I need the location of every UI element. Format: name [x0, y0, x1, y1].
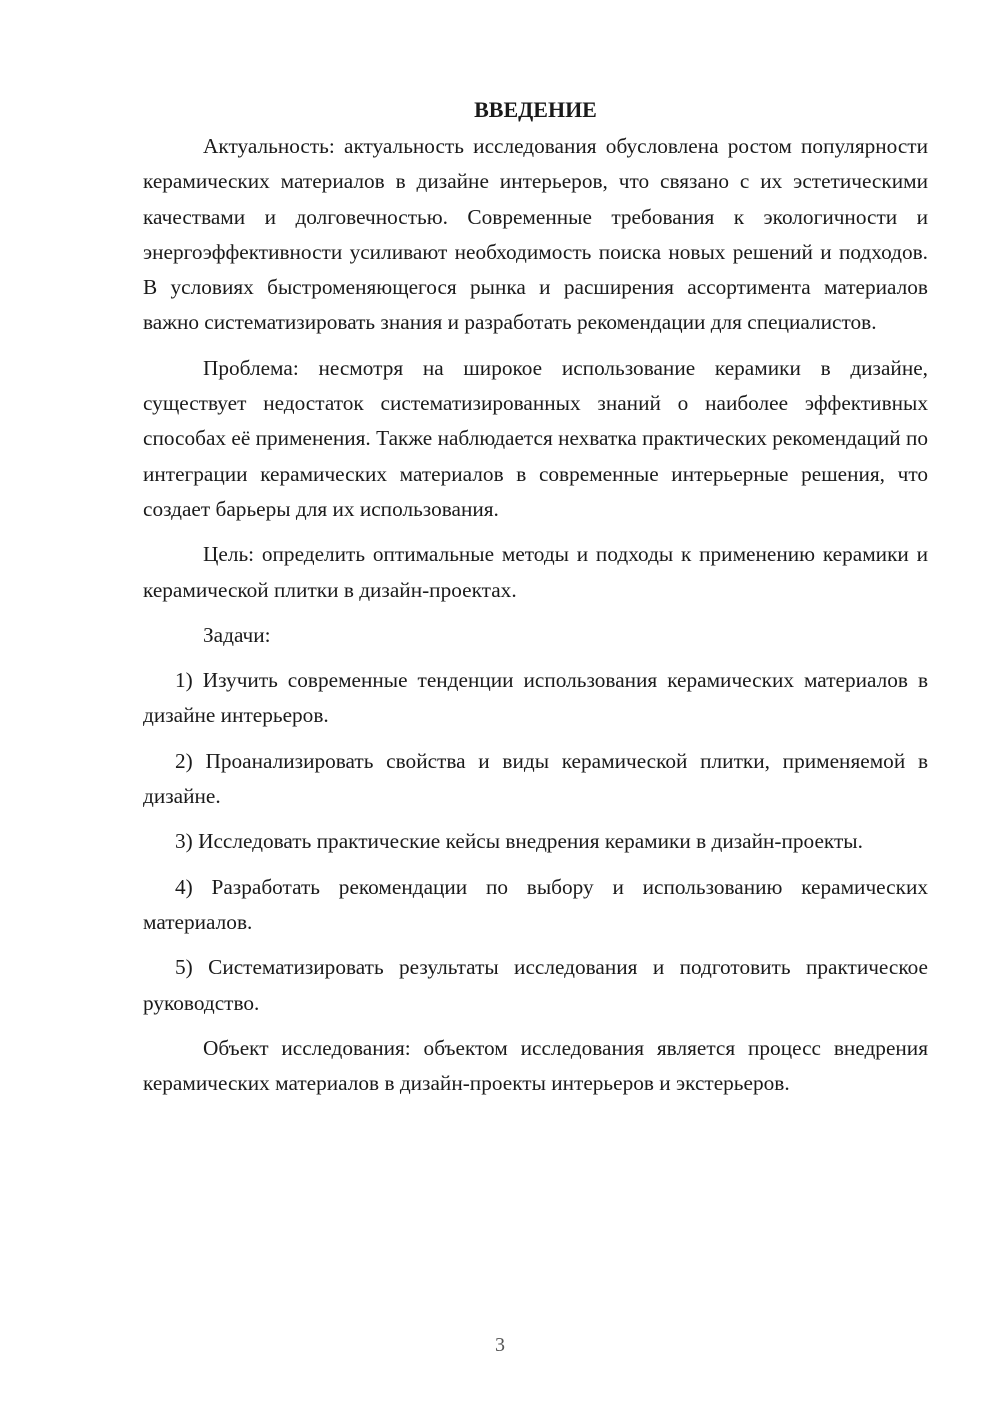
task-item-3: 3) Исследовать практические кейсы внедрения керамики в дизайн-проекты.	[175, 829, 863, 854]
task-item-2: 2) Проанализировать свойства и виды керамической плитки, применяемой в дизайне.	[143, 748, 928, 809]
section-heading: ВВЕДЕНИЕ	[474, 97, 597, 122]
task-item-5: 5) Систематизировать результаты исследования и подготовить практическое руководство.	[143, 955, 928, 1015]
document-page	[143, 92, 928, 1111]
paragraph-relevance: Актуальность: актуальность исследования обусловлена ростом популярности керамических материалов в дизайне интерьеров, что связано с их эстетическими качествами и долговечностью. Современные требования к экологичности и энергоэффективности усиливают необходимость поиска новых решений и подходов. В условиях быстроменяющегося рынка и расширения ассортимента материалов важно систематизировать знания и разработать рекомендации для специалистов.	[143, 134, 928, 335]
paragraph-problem: Проблема: несмотря на широкое использование керамики в дизайне, существует недостаток систематизированных знаний о наиболее эффективных способах её применения. Также наблюдается нехватка практических рекомендаций по интеграции керамических материалов в современные интерьерные решения, что создает барьеры для их использования.	[143, 355, 928, 521]
paragraph-goal: Цель: определить оптимальные методы и подходы к применению керамики и керамической плитки в дизайн-проектах.	[143, 542, 928, 602]
task-item-1: 1) Изучить современные тенденции использования керамических материалов в дизайне интерьеров.	[143, 668, 928, 728]
task-item-4: 4) Разработать рекомендации по выбору и использованию керамических материалов.	[143, 874, 928, 934]
page-number: 3	[495, 1334, 505, 1356]
paragraph-tasks-label: Задачи:	[203, 622, 271, 647]
paragraph-object: Объект исследования: объектом исследования является процесс внедрения керамических материалов в дизайн-проекты интерьеров и экстерьеров.	[143, 1035, 928, 1096]
